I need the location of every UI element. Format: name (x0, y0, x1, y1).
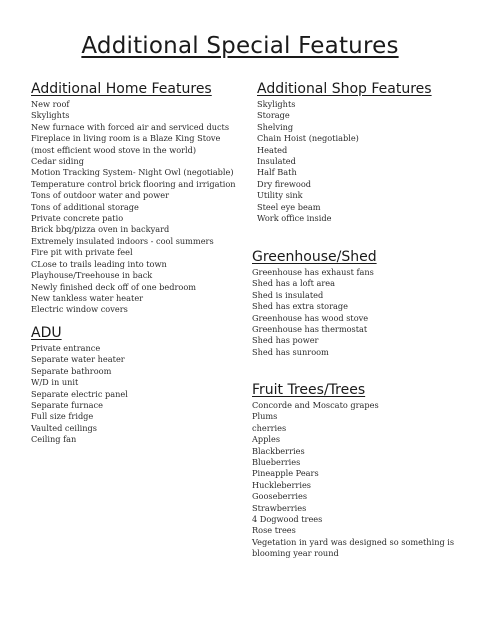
list-item: Heated (257, 144, 288, 155)
list-item: Private concrete patio (31, 213, 124, 224)
list-item: Concorde and Moscato grapes (252, 400, 379, 410)
list-item: Skylights (257, 99, 296, 109)
list-item: Insulated (257, 156, 296, 167)
list-item: 4 Dogwood trees (252, 514, 323, 525)
list-item: Separate bathroom (31, 365, 112, 376)
list-item: Plums (252, 411, 278, 422)
list-item: Work office inside (257, 213, 332, 224)
list-item: Fireplace in living room is a Blaze King Stove (most efficient wood stove in the world) (31, 133, 221, 155)
list-item: Cedar siding (31, 156, 84, 167)
list-item: Skylights (31, 110, 70, 121)
list-item: Private entrance (31, 343, 101, 353)
list-item: Fire pit with private feel (31, 247, 133, 258)
list-item: Separate furnace (31, 400, 103, 411)
list-item: Playhouse/Treehouse in back (31, 270, 153, 281)
list-item: W/D in unit (31, 377, 79, 388)
list-item: Greenhouse has wood stove (252, 312, 369, 323)
list-item: Brick bbq/pizza oven in backyard (31, 224, 170, 235)
fruit-trees-section (252, 382, 457, 560)
list-item: Tons of outdoor water and power (31, 190, 169, 201)
list-item: Shed has a loft area (252, 278, 336, 289)
list-item: Vegetation in yard was designed so something is blooming year round (252, 536, 455, 559)
list-item: Shed has extra storage (252, 301, 348, 312)
page-title: Additional Special Features (81, 33, 399, 59)
list-item: Apples (252, 434, 281, 445)
greenhouse-shed-heading: Greenhouse/Shed (252, 249, 377, 265)
list-item: Tons of additional storage (31, 201, 139, 212)
list-item: Electric window covers (31, 304, 128, 315)
list-item: Temperature control brick flooring and irrigation (31, 178, 236, 189)
list-item: Steel eye beam (257, 201, 321, 212)
list-item: Shelving (257, 121, 294, 132)
list-item: Rose trees (252, 525, 296, 536)
list-item: Blackberries (252, 445, 305, 456)
home-features-heading: Additional Home Features (31, 81, 212, 97)
list-item: Ceiling fan (31, 434, 77, 445)
adu-heading: ADU (31, 325, 62, 341)
shop-features-heading: Additional Shop Features (257, 81, 432, 97)
list-item: Extremely insulated indoors - cool summers (31, 235, 214, 246)
list-item: Separate electric panel (31, 388, 128, 399)
list-item: CLose to trails leading into town (31, 258, 167, 269)
list-item: Half Bath (257, 167, 297, 178)
list-item: Separate water heater (31, 354, 125, 365)
list-item: Newly finished deck off of one bedroom (31, 281, 197, 292)
list-item: Shed is insulated (252, 289, 324, 300)
shop-features-section (257, 81, 457, 224)
list-item: Storage (257, 110, 290, 121)
list-item: cherries (252, 422, 287, 433)
list-item: Vaulted ceilings (31, 422, 97, 433)
list-item: New furnace with forced air and serviced ducts (31, 121, 230, 132)
list-item: Utility sink (257, 190, 303, 201)
adu-list (31, 343, 231, 446)
fruit-trees-list (252, 400, 457, 560)
list-item: Strawberries (252, 502, 307, 513)
list-item: Greenhouse has thermostat (252, 324, 368, 335)
list-item: New tankless water heater (31, 292, 144, 303)
home-features-section (31, 81, 246, 316)
list-item: Full size fridge (31, 411, 94, 422)
home-features-list (31, 99, 246, 316)
shop-features-list (257, 99, 457, 224)
list-item: Chain Hoist (negotiable) (257, 133, 359, 144)
list-item: Shed has power (252, 335, 319, 346)
list-item: Greenhouse has exhaust fans (252, 267, 374, 277)
greenhouse-shed-section (252, 249, 452, 358)
fruit-trees-heading: Fruit Trees/Trees (252, 382, 366, 398)
greenhouse-shed-list (252, 267, 452, 358)
list-item: Blueberries (252, 457, 301, 468)
list-item: Motion Tracking System- Night Owl (negotiable) (31, 167, 234, 178)
list-item: Shed has sunroom (252, 346, 329, 357)
list-item: Huckleberries (252, 479, 312, 490)
list-item: Dry firewood (257, 178, 312, 189)
list-item: Pineapple Pears (252, 468, 319, 479)
list-item: New roof (31, 99, 70, 109)
list-item: Gooseberries (252, 491, 308, 502)
adu-section (31, 325, 231, 446)
